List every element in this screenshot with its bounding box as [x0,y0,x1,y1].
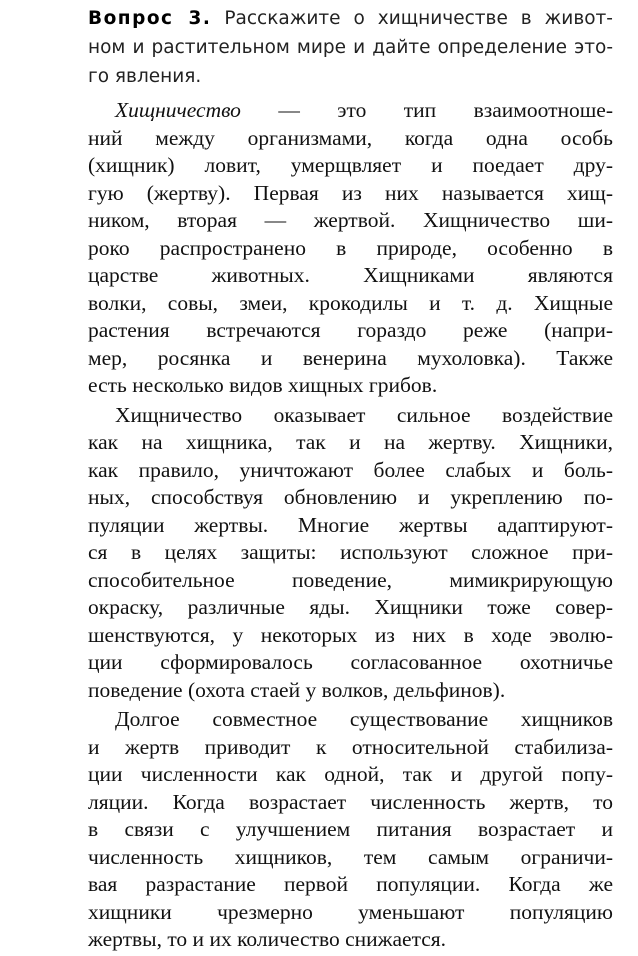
defined-term: Хищничество [115,98,241,122]
text-line: (хищник) ловит, умерщвляет и поедает дру- [88,153,613,177]
question-text: Расскажите о хищничестве в живот- [224,8,613,29]
text-line: в связи с улучшением питания возрастает и [88,817,613,841]
text-line: ником, вторая — жертвой. Хищничество ши- [88,208,613,232]
text-line: мер, росянка и венерина мухоловка). Также [88,345,613,370]
answer-paragraph [88,706,613,954]
text-line: волки, совы, змеи, крокодилы и т. д. Хищные [88,290,613,315]
text-line: хищники чрезмерно уменьшают популяцию [88,899,613,924]
text-line: ний между организмами, когда одна особь [88,125,613,150]
text-line: есть несколько видов хищных грибов. [88,373,438,397]
text-line: Хищничество оказывает сильное воздействие [115,402,613,427]
text-line: ных, способствуя обновлению и укреплению по- [88,485,613,509]
text-line: растения встречаются гораздо реже (напри- [88,318,613,342]
answer-paragraph [88,97,613,400]
answer-block [88,97,613,956]
question-label: Вопрос 3. [88,8,212,29]
text-line [88,97,613,125]
text-line: ции численности как одной, так и другой попу- [88,762,613,786]
text-line: жертвы, то и их количество снижается. [88,927,447,951]
text-line: пуляции жертвы. Многие жертвы адаптируют- [88,512,613,537]
text-line: роко распространено в природе, особенно в [88,235,613,260]
question-block [88,4,613,91]
question-line: ном и растительном мире и дайте определение это- [88,37,613,58]
text-line: ся в целях защиты: используют сложное при- [88,540,613,564]
text-line: как правило, уничтожают более слабых и боль- [88,457,613,482]
text-line: гую (жертву). Первая из них называется хищ- [88,180,613,205]
line-text: — это тип взаимоотноше- [278,98,613,122]
text-line: поведение (охота стаей у волков, дельфинов). [88,677,506,702]
text-line: вая разрастание первой популяции. Когда же [88,872,613,896]
text-line: численность хищников, тем самым ограничи- [88,844,613,869]
question-line: го явления. [88,66,202,87]
text-line: Долгое совместное существование хищников [115,707,613,731]
text-line: ляции. Когда возрастает численность жертв, то [88,789,613,814]
text-line: способительное поведение, мимикрирующую [88,567,613,592]
text-line: ции сформировалось согласованное охотничье [88,650,613,674]
text-line: окраску, различные яды. Хищники тоже совер- [88,595,613,619]
text-line: царстве животных. Хищниками являются [88,263,613,287]
text-line: как на хищника, так и на жертву. Хищники, [88,430,613,454]
answer-paragraph [88,402,613,705]
text-line: шенствуются, у некоторых из них в ходе эволю- [88,622,613,647]
question-line [88,4,613,33]
text-line: и жертв приводит к относительной стабилиза- [88,734,613,759]
